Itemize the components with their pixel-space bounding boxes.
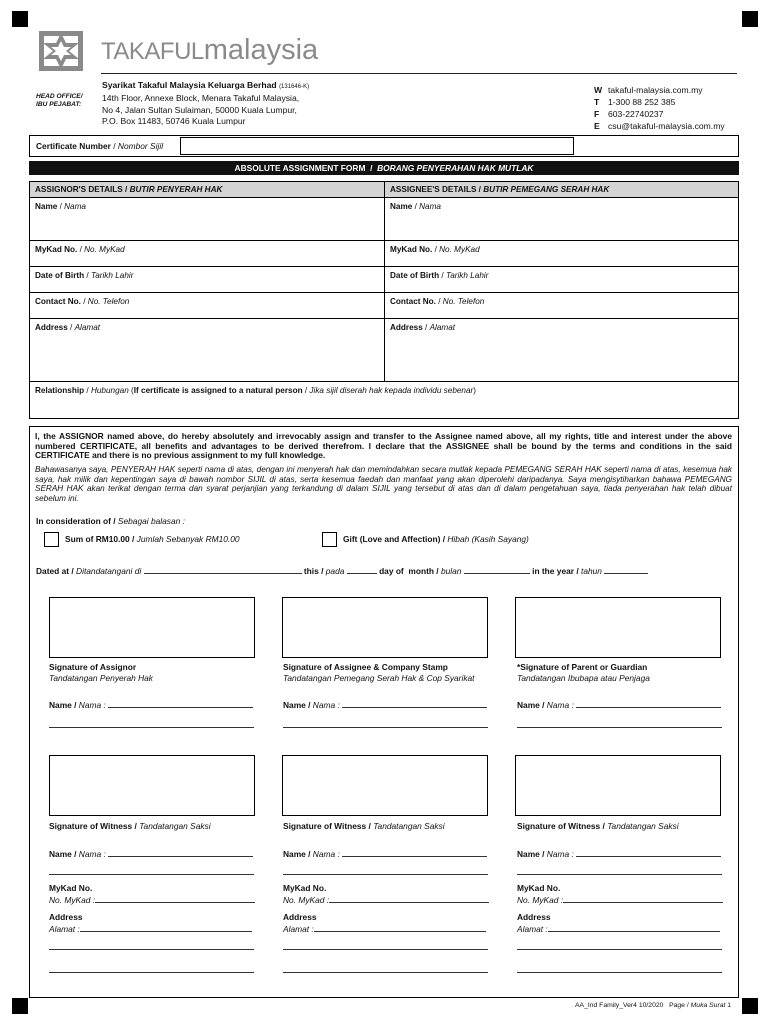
dated-month-label: month /: [408, 566, 439, 576]
contact-key: F: [594, 109, 600, 119]
declaration-my: Bahawasanya saya, PENYERAH HAK seperti nama di atas, dengan ini menyerah hak dan memindahkan secara mutlak kepada PEMEGANG SERAH HAK seperti nama di atas, kesemua hak saya, hak milik dan kepentingan saya di bawah nombor SIJIL di atas, serta kesemua faedah dan manfaat yang akan diperolehi daripadanya. Saya mengisytiharkan bahawa PEMEGANG SERAH HAK akan terikat dengan terma dan syarat perjanjian yang terkandung di dalam SIJIL yang tersebut di atas dan di dalam pengetahuan saya, tiada penyerahan hak telah dibuat sebelum ini.: [35, 465, 732, 503]
contact-value: 603-22740237: [608, 109, 664, 119]
address-fill-line[interactable]: [80, 923, 252, 932]
assignor-header-my: BUTIR PENYERAH HAK: [129, 185, 223, 194]
company-reg-no: (131646-K): [279, 84, 310, 90]
assignee-header: [385, 182, 738, 198]
assignor-name-field[interactable]: Name / Nama: [30, 198, 385, 241]
certificate-label-en: Certificate Number: [36, 141, 111, 151]
contact-key: E: [594, 121, 600, 131]
witness3-mykad[interactable]: [517, 883, 723, 905]
witness2-name-extra-line[interactable]: [283, 874, 488, 875]
witness3-address-line2[interactable]: [517, 949, 722, 950]
brand-name-part1: TAKAFUL: [101, 38, 204, 65]
certificate-row: [29, 135, 739, 157]
witness-title: Signature of Witness /: [517, 821, 605, 831]
witness-title-my: Tandatangan Saksi: [373, 821, 445, 831]
field-label-my: Nama: [64, 202, 86, 211]
signature-title-my: Tandatangan Ibubapa atau Penjaga: [517, 673, 650, 683]
mykad-label: MyKad No.: [517, 883, 561, 893]
name-fill-line[interactable]: [342, 699, 487, 708]
witness-title: Signature of Witness /: [49, 821, 137, 831]
assignee-signature-box[interactable]: [282, 597, 488, 658]
option2-my: Hibah (Kasih Sayang): [447, 534, 529, 544]
field-label: Contact No.: [390, 297, 436, 306]
option1-en: Sum of RM10.00 /: [65, 534, 135, 544]
address-fill-line[interactable]: [314, 923, 486, 932]
assignee-header-en: ASSIGNEE'S DETAILS /: [390, 185, 481, 194]
form-code: AA_Ind Family_Ver4 10/2020: [575, 1002, 664, 1009]
certificate-label-my: Nombor Sijil: [117, 141, 164, 151]
header-rule: [101, 73, 737, 74]
page-label: Page /: [669, 1002, 689, 1009]
name-label-my: Nama :: [546, 700, 574, 710]
witness2-signature-box[interactable]: [282, 755, 488, 816]
brand-name-part2: malaysia: [203, 34, 319, 66]
gift-label: [343, 534, 529, 544]
field-label-my: No. MyKad: [439, 245, 480, 254]
gift-checkbox[interactable]: [322, 532, 337, 547]
guardian-name-extra-line[interactable]: [517, 727, 722, 728]
contact-value[interactable]: takaful-malaysia.com.my: [608, 85, 703, 95]
assignee-contact-field[interactable]: Contact No. / No. Telefon: [385, 293, 738, 319]
dated-this-label: this /: [303, 566, 324, 576]
field-label: Address: [35, 323, 68, 332]
contact-fax: [594, 108, 725, 120]
head-office-label-en: HEAD OFFICE/: [36, 93, 83, 100]
dated-this-label-my: pada: [325, 566, 345, 576]
name-fill-line[interactable]: [342, 848, 487, 857]
details-table: [29, 181, 739, 419]
signature-title: Signature of Assignee & Company Stamp: [283, 662, 448, 672]
name-fill-line[interactable]: [108, 699, 253, 708]
head-office-label-my: IBU PEJABAT:: [36, 101, 82, 108]
registration-mark-bottom-right: [742, 998, 758, 1014]
field-label: MyKad No.: [35, 245, 78, 254]
name-fill-line[interactable]: [576, 699, 721, 708]
name-label: Name /: [283, 700, 311, 710]
witness3-name-line[interactable]: [517, 848, 721, 859]
field-label: Contact No.: [35, 297, 81, 306]
assignee-name-line[interactable]: [283, 699, 487, 710]
contact-website: [594, 84, 725, 96]
address-line: No 4, Jalan Sultan Sulaiman, 50000 Kuala Lumpur,: [102, 104, 297, 115]
field-label-my: No. Telefon: [87, 297, 130, 306]
address-line: P.O. Box 11483, 50746 Kuala Lumpur: [102, 116, 246, 127]
relationship-note-my: Jika sijil diserah hak kepada individu sebenar: [309, 386, 474, 395]
dated-year-label: in the year /: [532, 566, 579, 576]
witness1-mykad[interactable]: [49, 883, 255, 905]
mykad-fill-line[interactable]: [95, 894, 255, 903]
assignor-signature-box[interactable]: [49, 597, 255, 658]
field-label-my: No. MyKad: [84, 245, 125, 254]
registration-mark-top-left: [12, 11, 28, 27]
field-label-my: Nama: [419, 202, 441, 211]
contact-value: 1-300 88 252 385: [608, 97, 676, 107]
dated-year-field[interactable]: [604, 565, 648, 574]
address-label-my: Alamat :: [283, 923, 314, 934]
witness-title: Signature of Witness /: [283, 821, 371, 831]
address-fill-line[interactable]: [548, 923, 720, 932]
witness2-name-line[interactable]: [283, 848, 487, 859]
company-name: Syarikat Takaful Malaysia Keluarga Berhad: [102, 80, 277, 90]
field-label: Address: [390, 323, 423, 332]
assignor-header: [30, 182, 385, 198]
contact-key: W: [594, 85, 603, 95]
signature-title-my: Tandatangan Penyerah Hak: [49, 673, 153, 683]
contact-value[interactable]: csu@takaful-malaysia.com.my: [608, 121, 725, 131]
name-label: Name /: [517, 700, 545, 710]
guardian-signature-box[interactable]: [515, 597, 721, 658]
name-label-my: Nama :: [546, 849, 574, 859]
address-label: Address: [49, 912, 83, 922]
witness1-address-line3[interactable]: [49, 972, 254, 973]
mykad-fill-line[interactable]: [563, 894, 723, 903]
witness3-caption: [517, 821, 679, 831]
certificate-number-field[interactable]: [180, 137, 574, 155]
witness3-signature-box[interactable]: [515, 755, 721, 816]
contact-phone: [594, 96, 725, 108]
contact-block: [594, 84, 725, 132]
relationship-label: Relationship: [35, 386, 85, 395]
dated-day-label: day of: [379, 566, 404, 576]
address-line: 14th Floor, Annexe Block, Menara Takaful Malaysia,: [102, 93, 300, 104]
assignor-header-en: ASSIGNOR'S DETAILS /: [35, 185, 128, 194]
witness1-name-line[interactable]: [49, 848, 253, 859]
form-title-bar: ABSOLUTE ASSIGNMENT FORM / BORANG PENYERAHAN HAK MUTLAK: [29, 161, 739, 175]
footer: [575, 1002, 731, 1009]
name-fill-line[interactable]: [576, 848, 721, 857]
witness2-address-line3[interactable]: [283, 972, 488, 973]
sum-rm10-label: [65, 534, 240, 544]
dated-place-field[interactable]: [144, 565, 302, 574]
registration-mark-top-right: [742, 11, 758, 27]
company-address-block: [102, 80, 309, 128]
option2-en: Gift (Love and Affection) /: [343, 534, 446, 544]
address-label: Address: [517, 912, 551, 922]
field-label-my: Alamat: [429, 323, 456, 332]
assignor-name-line[interactable]: [49, 699, 253, 710]
assignee-dob-field[interactable]: Date of Birth / Tarikh Lahir: [385, 267, 738, 293]
witness3-address[interactable]: [517, 912, 720, 934]
dated-year-label-my: tahun: [581, 566, 602, 576]
field-label: MyKad No.: [390, 245, 433, 254]
signature-title: *Signature of Parent or Guardian: [517, 662, 648, 672]
name-label: Name /: [49, 849, 77, 859]
field-label: Name: [35, 202, 58, 211]
page-number: 1: [727, 1002, 732, 1009]
dated-month-field[interactable]: [464, 565, 530, 574]
relationship-label-my: Hubungan: [90, 386, 129, 395]
name-label-my: Nama :: [312, 849, 340, 859]
consideration-label-my: Sebagai balasan :: [117, 516, 185, 526]
dated-at-label: Dated at /: [36, 566, 74, 576]
form-title-en: ABSOLUTE ASSIGNMENT FORM: [234, 163, 366, 173]
name-label-my: Nama :: [312, 700, 340, 710]
consideration-label: [36, 516, 185, 526]
guardian-name-line[interactable]: [517, 699, 721, 710]
witness2-address[interactable]: [283, 912, 486, 934]
address-label-my: Alamat :: [517, 923, 548, 934]
field-label-my: Tarikh Lahir: [445, 271, 489, 280]
field-label: Date of Birth: [35, 271, 85, 280]
assignee-signature-caption: [283, 662, 475, 684]
relationship-note-en: If certificate is assigned to a natural person: [133, 386, 303, 395]
address-label: Address: [283, 912, 317, 922]
takaful-star-logo: [35, 27, 87, 75]
assignor-mykad-field[interactable]: MyKad No. / No. MyKad: [30, 241, 385, 267]
mykad-label-my: No. MyKad :: [49, 894, 96, 905]
witness2-address-line2[interactable]: [283, 949, 488, 950]
declaration-en: I, the ASSIGNOR named above, do hereby absolutely and irrevocably assign and transfer to the Assignee named above, all my rights, title and interest under the above numbered CERTIFICATE, all benefits and advantages to be derived therefrom. I declare that the ASSIGNEE shall be bound by the terms and conditions in the said CERTIFICATE and there is no previous assignment to my full knowledge.: [35, 431, 732, 461]
witness1-address[interactable]: [49, 912, 252, 934]
mykad-label-my: No. MyKad :: [283, 894, 330, 905]
consideration-label-en: In consideration of /: [36, 516, 116, 526]
name-fill-line[interactable]: [108, 848, 253, 857]
contact-email: [594, 120, 725, 132]
assignee-mykad-field[interactable]: MyKad No. / No. MyKad: [385, 241, 738, 267]
page-label-my: Muka Surat: [690, 1002, 726, 1009]
witness-title-my: Tandatangan Saksi: [607, 821, 679, 831]
assignor-signature-caption: [49, 662, 153, 684]
field-label: Date of Birth: [390, 271, 440, 280]
witness1-signature-box[interactable]: [49, 755, 255, 816]
address-label-my: Alamat :: [49, 923, 80, 934]
mykad-label-my: No. MyKad :: [517, 894, 564, 905]
field-label-my: No. Telefon: [442, 297, 485, 306]
assignee-address-field[interactable]: Address / Alamat: [385, 319, 738, 382]
assignor-dob-field[interactable]: Date of Birth / Tarikh Lahir: [30, 267, 385, 293]
dated-at-label-my: Ditandatangani di: [76, 566, 142, 576]
registration-mark-bottom-left: [12, 998, 28, 1014]
witness1-caption: [49, 821, 211, 831]
contact-key: T: [594, 97, 600, 107]
dated-line: [36, 565, 648, 576]
assignor-name-extra-line[interactable]: [49, 727, 254, 728]
assignor-address-field[interactable]: Address / Alamat: [30, 319, 385, 382]
guardian-signature-caption: [517, 662, 650, 684]
witness-title-my: Tandatangan Saksi: [139, 821, 211, 831]
assignor-contact-field[interactable]: Contact No. / No. Telefon: [30, 293, 385, 319]
assignee-name-extra-line[interactable]: [283, 727, 488, 728]
mykad-fill-line[interactable]: [329, 894, 489, 903]
mykad-label: MyKad No.: [283, 883, 327, 893]
declaration-section: [29, 426, 739, 998]
dated-day-field[interactable]: [347, 565, 377, 574]
name-label-my: Nama :: [78, 700, 106, 710]
name-label-my: Nama :: [78, 849, 106, 859]
head-office-label: [36, 93, 83, 109]
signature-title-my: Tandatangan Pemegang Serah Hak & Cop Syarikat: [283, 673, 475, 683]
field-label-my: Alamat: [74, 323, 101, 332]
signature-title: Signature of Assignor: [49, 662, 137, 672]
name-label: Name /: [283, 849, 311, 859]
witness2-mykad[interactable]: [283, 883, 489, 905]
assignee-header-my: BUTIR PEMEGANG SERAH HAK: [483, 185, 610, 194]
field-label: Name: [390, 202, 413, 211]
assignee-name-field[interactable]: Name / Nama: [385, 198, 738, 241]
name-label: Name /: [49, 700, 77, 710]
witness3-name-extra-line[interactable]: [517, 874, 722, 875]
mykad-label: MyKad No.: [49, 883, 93, 893]
witness1-address-line2[interactable]: [49, 949, 254, 950]
witness1-name-extra-line[interactable]: [49, 874, 254, 875]
name-label: Name /: [517, 849, 545, 859]
field-label-my: Tarikh Lahir: [90, 271, 134, 280]
relationship-field[interactable]: Relationship / Hubungan (If certificate is assigned to a natural person / Jika sijil diserah hak kepada individu sebenar): [35, 386, 477, 395]
sum-rm10-checkbox[interactable]: [44, 532, 59, 547]
form-title-my: BORANG PENYERAHAN HAK MUTLAK: [377, 163, 534, 173]
certificate-label: Certificate Number / Nombor Sijil: [36, 141, 164, 151]
witness3-address-line3[interactable]: [517, 972, 722, 973]
brand-wordmark: [101, 30, 318, 76]
dated-month-label-my: bulan: [440, 566, 462, 576]
witness2-caption: [283, 821, 445, 831]
option1-my: Jumlah Sebanyak RM10.00: [136, 534, 240, 544]
